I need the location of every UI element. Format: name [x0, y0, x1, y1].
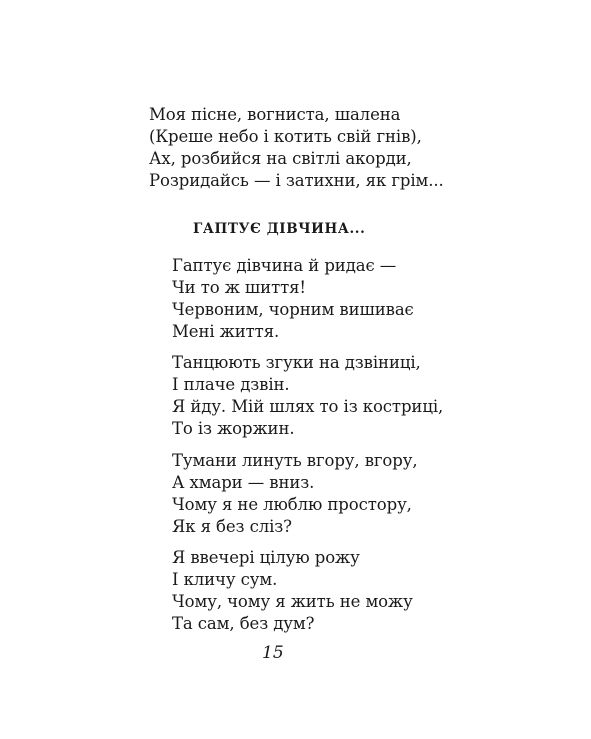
stanza-line: Танцюють згуки на дзвіниці,: [172, 353, 421, 372]
stanza-line: То із жоржин.: [172, 419, 295, 438]
stanza-line: Гаптує дівчина й ридає —: [172, 256, 397, 275]
stanza-line: Як я без сліз?: [172, 517, 292, 536]
page-number: 15: [262, 643, 284, 663]
stanza-line: А хмари — вниз.: [172, 473, 315, 492]
stanza-line: Я ввечері цілую рожу: [172, 548, 360, 567]
intro-line-3: Ах, розбийся на світлі акорди,: [149, 149, 412, 168]
stanza-line: Я йду. Мій шлях то із костриці,: [172, 397, 444, 416]
intro-line-4: Розридайсь — і затихни, як грім...: [149, 171, 444, 190]
stanza-line: І плаче дзвін.: [172, 375, 290, 394]
stanza-line: Чи то ж шиття!: [172, 278, 306, 297]
intro-line-1: Моя пісне, вогниста, шалена: [149, 105, 401, 124]
stanza-line: Червоним, чорним вишиває: [172, 300, 414, 319]
stanza-line: Чому, чому я жить не можу: [172, 592, 413, 611]
stanza-line: І кличу сум.: [172, 570, 278, 589]
stanza-line: Чому я не люблю простору,: [172, 495, 412, 514]
stanza-line: Тумани линуть вгору, вгору,: [172, 451, 418, 470]
intro-line-2: (Креше небо і котить свій гнів),: [149, 127, 422, 146]
stanza-line: Та сам, без дум?: [172, 614, 315, 633]
poem-title: ГАПТУЄ ДІВЧИНА...: [193, 221, 366, 237]
stanza-line: Мені життя.: [172, 322, 280, 341]
